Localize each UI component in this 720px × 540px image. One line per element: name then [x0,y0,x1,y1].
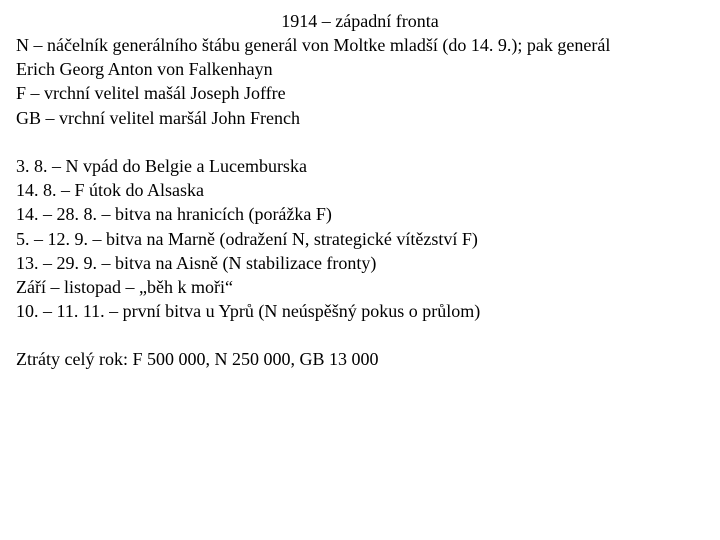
events-section [16,154,706,323]
commander-germany-continued-line: Erich Georg Anton von Falkenhayn [16,59,273,80]
commander-britain-line: GB – vrchní velitel maršál John French [16,107,300,128]
event-line: 14. – 28. 8. – bitva na hranicích (porážka F) [16,204,332,225]
commander-france-line: F – vrchní velitel mašál Joseph Joffre [16,83,286,104]
event-line: 3. 8. – N vpád do Belgie a Lucemburska [16,156,307,176]
commanders-section [16,33,706,130]
event-line: 5. – 12. 9. – bitva na Marně (odražení N, strategické vítězství F) [16,228,478,249]
event-line: 14. 8. – F útok do Alsaska [16,180,205,201]
event-line: 10. – 11. 11. – první bitva u Yprů (N neúspěšný pokus o průlom) [16,301,481,322]
losses-section [16,347,706,371]
event-line: Září – listopad – „běh k moři“ [16,277,233,298]
slide-title: 1914 – západní fronta [281,11,439,31]
commander-germany-line: N – náčelník generálního štábu generál von Moltke mladší (do 14. 9.); pak generál [16,35,611,55]
event-line: 13. – 29. 9. – bitva na Aisně (N stabilizace fronty) [16,252,377,273]
losses-line: Ztráty celý rok: F 500 000, N 250 000, GB 13 000 [16,349,379,369]
